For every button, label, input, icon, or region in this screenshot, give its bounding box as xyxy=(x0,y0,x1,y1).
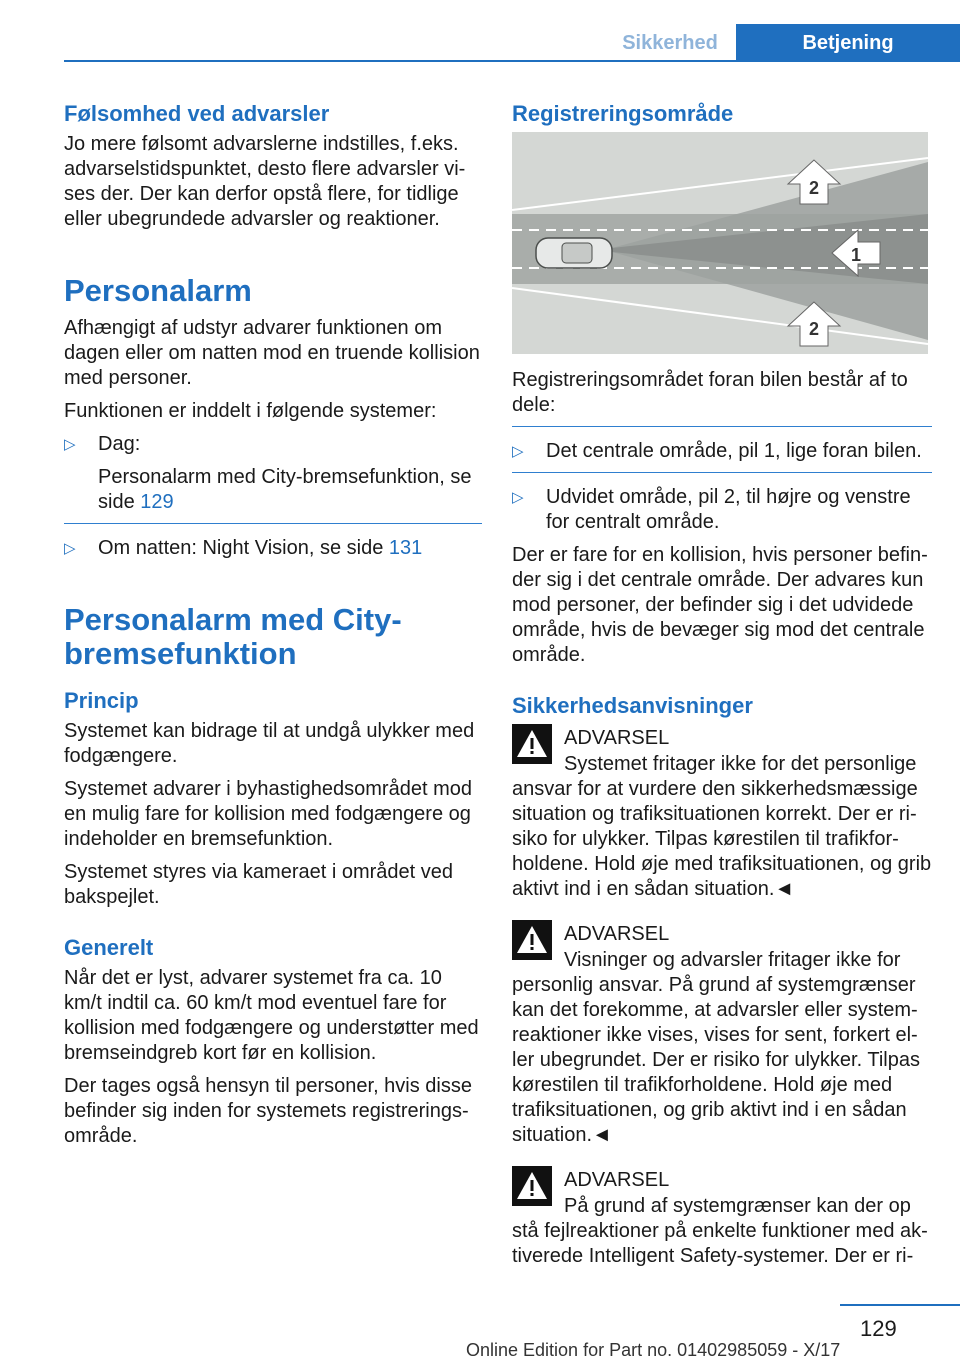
triangle-bullet-icon: ▷ xyxy=(64,540,76,557)
page-link-129[interactable]: 129 xyxy=(140,491,174,513)
triangle-bullet-icon: ▷ xyxy=(512,443,524,460)
detection-area-illustration xyxy=(512,132,928,354)
list-item xyxy=(64,536,482,561)
fig-label-1: 1 xyxy=(850,245,862,265)
registration-p2: Der er fare for en kollision, hvis personer befinder sig i det centrale område. Der advares kun mod personer, der befinder sig i det udvidede område, hvis de bevæger sig mod det centrale område. xyxy=(512,544,928,666)
heading-generelt: Generelt xyxy=(64,935,154,960)
sensitivity-body: Jo mere følsomt advarslerne indstilles, f.eks. advarselstidspunktet, desto flere advarsler vises der. Der kan derfor opstå flere, for tidlige eller ubegrundede advarsler og reaktioner. xyxy=(64,133,466,230)
heading-registration: Registreringsområde xyxy=(512,101,734,126)
heading-city-brake-line2: bremsefunktion xyxy=(64,636,297,671)
list-item xyxy=(64,432,482,515)
warning-title: ADVARSEL xyxy=(564,923,670,945)
heading-safety: Sikkerhedsanvisninger xyxy=(512,693,753,718)
list-divider xyxy=(512,426,932,427)
bullet-extended-area: Udvidet område, pil 2, til højre og venstre for centralt område. xyxy=(546,486,911,533)
princip-p2: Systemet advarer i byhastighedsområdet mod en mulig fare for kollision med fodgængere og indeholder en bremsefunktion. xyxy=(64,778,472,850)
edition-note: Online Edition for Part no. 01402985059 - X/17 xyxy=(466,1340,841,1360)
header-rule xyxy=(64,60,960,62)
bullet-text-night: Om natten: Night Vision, se side xyxy=(98,537,384,559)
generelt-p2: Der tages også hensyn til personer, hvis disse befinder sig inden for systemets registreringsområde. xyxy=(64,1075,472,1147)
warning-first-line: Visninger og advarsler fritager ikke for xyxy=(564,949,901,971)
list-divider xyxy=(64,523,482,524)
bullet-central-area: Det centrale område, pil 1, lige foran bilen. xyxy=(546,440,922,462)
bullet-text-city: Personalarm med City-bremsefunktion, se side xyxy=(98,466,472,513)
fig-label-2-bottom: 2 xyxy=(808,319,820,339)
warning-triangle-icon xyxy=(512,1166,552,1206)
warning-triangle-icon xyxy=(512,920,552,960)
heading-city-brake-line1: Personalarm med City- xyxy=(64,602,402,637)
warning-text: stå fejlreaktioner på enkelte funktioner med aktiverede Intelligent Safety-systemer. Der er ri- xyxy=(512,1220,928,1267)
warning-title: ADVARSEL xyxy=(564,1169,670,1191)
personalarm-p2: Funktionen er inddelt i følgende systemer: xyxy=(64,400,437,422)
page-link-131[interactable]: 131 xyxy=(388,537,423,559)
list-divider xyxy=(512,472,932,473)
warning-block xyxy=(512,920,932,1148)
footer-rule xyxy=(840,1304,960,1306)
heading-princip: Princip xyxy=(64,688,139,713)
bullet-label-dag: Dag: xyxy=(98,433,141,455)
list-item xyxy=(512,439,932,464)
registration-p1: Registreringsområdet foran bilen består af to dele: xyxy=(512,369,908,416)
warning-triangle-icon xyxy=(512,724,552,764)
list-item xyxy=(512,485,932,535)
left-column xyxy=(64,100,482,1157)
right-column xyxy=(512,100,932,1287)
triangle-bullet-icon: ▷ xyxy=(64,436,76,453)
triangle-bullet-icon: ▷ xyxy=(512,489,524,506)
warning-text: personlig ansvar. På grund af systemgrænser kan det forekomme, at advarsler eller systemreaktioner ikke vises, vises for sent, forkert eller ubegrundet. Der er risiko for ulykker. Tilpas kørestilen til trafikforholdene. Hold øje med trafiksituationen, og grib aktivt ind i en sådan situation.◄ xyxy=(512,974,920,1146)
warning-text: ansvar for at vurdere den sikkerhedsmæssige situation og trafiksituationen korrekt. Der er risiko for ulykker. Tilpas kørestilen til trafikforholdene. Hold øje med trafiksituationen, og grib aktivt ind i en sådan situation.◄ xyxy=(512,778,932,900)
page-number: 129 xyxy=(860,1316,897,1341)
tab-betjening[interactable]: Betjening xyxy=(736,24,960,62)
tab-sikkerhed[interactable]: Sikkerhed xyxy=(604,24,736,62)
warning-first-line: Systemet fritager ikke for det personlige xyxy=(564,753,917,775)
generelt-p1: Når det er lyst, advarer systemet fra ca. 10 km/t indtil ca. 60 km/t mod eventuel fare for kollision med fodgængere og understøtter med bremseindgreb kort før en kollision. xyxy=(64,967,479,1064)
heading-city-brake xyxy=(64,603,482,671)
warning-first-line: På grund af systemgrænser kan der op xyxy=(564,1195,911,1217)
heading-personalarm: Personalarm xyxy=(64,273,252,308)
heading-sensitivity: Følsomhed ved advarsler xyxy=(64,101,330,126)
princip-p1: Systemet kan bidrage til at undgå ulykker med fodgængere. xyxy=(64,720,475,767)
fig-label-2-top: 2 xyxy=(808,178,820,198)
detection-area-diagram xyxy=(512,132,928,354)
warning-title: ADVARSEL xyxy=(564,727,670,749)
personalarm-p1: Afhængigt af udstyr advarer funktionen om dagen eller om natten mod en truende kollision med personer. xyxy=(64,317,480,389)
princip-p3: Systemet styres via kameraet i området ved bakspejlet. xyxy=(64,861,454,908)
warning-block xyxy=(512,1166,932,1269)
warning-block xyxy=(512,724,932,902)
